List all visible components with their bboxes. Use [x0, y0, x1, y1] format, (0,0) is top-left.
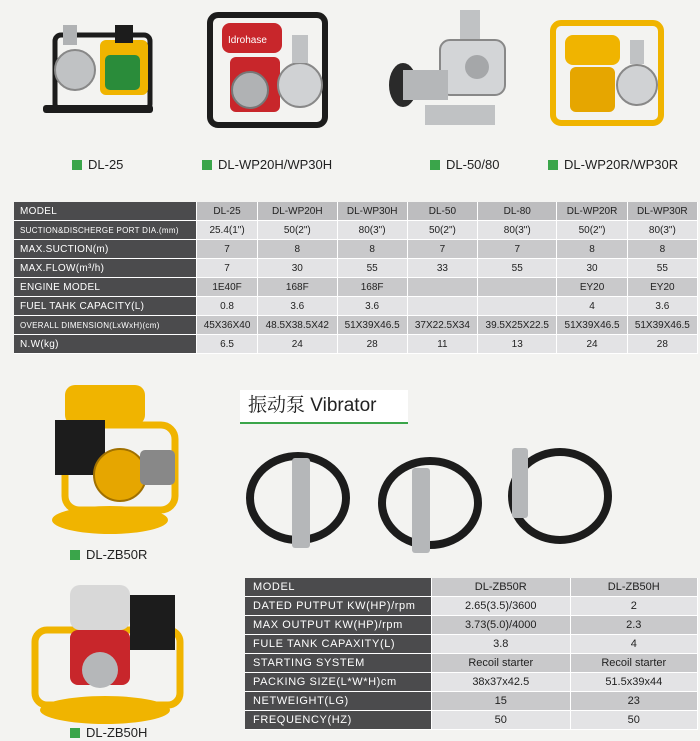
- cell: 7: [478, 240, 557, 259]
- cell: 33: [407, 259, 477, 278]
- cell: 38x37x42.5: [432, 673, 571, 692]
- vibrator-spec-table: [245, 578, 698, 730]
- header-model: DL-25: [197, 202, 258, 221]
- row-label: MAX OUTPUT KW(HP)/rpm: [245, 616, 432, 635]
- cell: 50: [432, 711, 571, 730]
- cell: [478, 278, 557, 297]
- cell: 13: [478, 335, 557, 354]
- cell: 30: [258, 259, 337, 278]
- cell: Recoil starter: [570, 654, 697, 673]
- cell: 55: [627, 259, 697, 278]
- green-square-icon: [548, 160, 558, 170]
- dl-25-pump-image: [35, 5, 160, 130]
- cell: 45X36X40: [197, 316, 258, 335]
- cell: [407, 278, 477, 297]
- cell: 80(3"): [478, 221, 557, 240]
- row-label: FUEL TAHK CAPACITY(L): [14, 297, 197, 316]
- table-row: [14, 259, 698, 278]
- cell: 8: [627, 240, 697, 259]
- dl-50-pump-image: [385, 5, 515, 135]
- cell: 7: [407, 240, 477, 259]
- cell: 2.65(3.5)/3600: [432, 597, 571, 616]
- header-model: DL-WP30H: [337, 202, 407, 221]
- table-row: [14, 335, 698, 354]
- cell: 168F: [337, 278, 407, 297]
- row-label: SUCTION&DISCHERGE PORT DIA.(mm): [14, 221, 197, 240]
- cell: 51.5x39x44: [570, 673, 697, 692]
- row-label: N.W(kg): [14, 335, 197, 354]
- cell: 39.5X25X22.5: [478, 316, 557, 335]
- caption-dl-wp20r: DL-WP20R/WP30R: [548, 157, 678, 172]
- cell: 4: [557, 297, 627, 316]
- pump-spec-table: [14, 202, 698, 354]
- cell: 50(2"): [407, 221, 477, 240]
- engine-brand-label: Idrohase: [228, 35, 267, 46]
- table-row: [14, 316, 698, 335]
- cell: 2: [570, 597, 697, 616]
- table-row: [14, 221, 698, 240]
- table-row: [14, 278, 698, 297]
- header-model: DL-WP30R: [627, 202, 697, 221]
- cell: 50(2"): [557, 221, 627, 240]
- row-label: MAX.SUCTION(m): [14, 240, 197, 259]
- header-model: DL-ZB50H: [570, 578, 697, 597]
- table-row: [245, 597, 698, 616]
- cell: 15: [432, 692, 571, 711]
- cell: 8: [557, 240, 627, 259]
- cell: 0.8: [197, 297, 258, 316]
- table-row: [14, 297, 698, 316]
- row-label: MAX.FLOW(m³/h): [14, 259, 197, 278]
- cell: 8: [337, 240, 407, 259]
- cell: 28: [337, 335, 407, 354]
- cell: 3.6: [258, 297, 337, 316]
- cell: 55: [478, 259, 557, 278]
- cell: 55: [337, 259, 407, 278]
- dl-zb50h-vibrator-image: [25, 580, 185, 730]
- table-row: [245, 673, 698, 692]
- cell: 3.6: [337, 297, 407, 316]
- dl-wp20h-pump-image: [200, 5, 335, 135]
- caption-dl-zb50h: DL-ZB50H: [70, 725, 147, 740]
- header-model-label: MODEL: [14, 202, 197, 221]
- cell: 3.73(5.0)/4000: [432, 616, 571, 635]
- header-model: DL-50: [407, 202, 477, 221]
- green-square-icon: [202, 160, 212, 170]
- cell: 28: [627, 335, 697, 354]
- cell: 48.5X38.5X42: [258, 316, 337, 335]
- caption-dl-zb50r: DL-ZB50R: [70, 547, 147, 562]
- row-label: OVERALL DIMENSION(LxWxH)(cm): [14, 316, 197, 335]
- cell: 37X22.5X34: [407, 316, 477, 335]
- vibrator-section-title: 振动泵 Vibrator: [240, 390, 408, 424]
- cell: 2.3: [570, 616, 697, 635]
- green-square-icon: [70, 728, 80, 738]
- table-row: [245, 616, 698, 635]
- row-label: DATED PUTPUT KW(HP)/rpm: [245, 597, 432, 616]
- cell: 7: [197, 240, 258, 259]
- row-label: FREQUENCY(HZ): [245, 711, 432, 730]
- cell: 25.4(1"): [197, 221, 258, 240]
- table-row: [245, 654, 698, 673]
- cell: 51X39X46.5: [557, 316, 627, 335]
- caption-dl-wp20h: DL-WP20H/WP30H: [202, 157, 332, 172]
- cell: 80(3"): [627, 221, 697, 240]
- cell: 50(2"): [258, 221, 337, 240]
- cell: EY20: [557, 278, 627, 297]
- caption-dl-25: DL-25: [72, 157, 123, 172]
- cell: 24: [557, 335, 627, 354]
- row-label: PACKING SIZE(L*W*H)cm: [245, 673, 432, 692]
- green-square-icon: [70, 550, 80, 560]
- cell: [407, 297, 477, 316]
- table-header-row: [14, 202, 698, 221]
- cell: 1E40F: [197, 278, 258, 297]
- header-model: DL-WP20H: [258, 202, 337, 221]
- row-label: FULE TANK CAPAXITY(L): [245, 635, 432, 654]
- cell: 50: [570, 711, 697, 730]
- cell: 168F: [258, 278, 337, 297]
- header-model: DL-ZB50R: [432, 578, 571, 597]
- table-row: [245, 635, 698, 654]
- row-label: NETWEIGHT(LG): [245, 692, 432, 711]
- cell: 7: [197, 259, 258, 278]
- cell: 11: [407, 335, 477, 354]
- cell: 8: [258, 240, 337, 259]
- header-model-label: MODEL: [245, 578, 432, 597]
- cell: 4: [570, 635, 697, 654]
- green-square-icon: [430, 160, 440, 170]
- cell: EY20: [627, 278, 697, 297]
- cell: [478, 297, 557, 316]
- cell: 23: [570, 692, 697, 711]
- row-label: STARTING SYSTEM: [245, 654, 432, 673]
- cell: 51X39X46.5: [627, 316, 697, 335]
- cell: 3.8: [432, 635, 571, 654]
- table-row: [245, 711, 698, 730]
- dl-zb50r-vibrator-image: [35, 380, 185, 540]
- cell: Recoil starter: [432, 654, 571, 673]
- vibrator-hoses-image: [240, 428, 690, 558]
- table-header-row: [245, 578, 698, 597]
- header-model: DL-WP20R: [557, 202, 627, 221]
- caption-dl-50-80: DL-50/80: [430, 157, 499, 172]
- dl-wp20r-pump-image: [545, 15, 670, 130]
- row-label: ENGINE MODEL: [14, 278, 197, 297]
- cell: 24: [258, 335, 337, 354]
- cell: 80(3"): [337, 221, 407, 240]
- cell: 30: [557, 259, 627, 278]
- green-square-icon: [72, 160, 82, 170]
- header-model: DL-80: [478, 202, 557, 221]
- cell: 6.5: [197, 335, 258, 354]
- table-row: [14, 240, 698, 259]
- cell: 3.6: [627, 297, 697, 316]
- cell: 51X39X46.5: [337, 316, 407, 335]
- table-row: [245, 692, 698, 711]
